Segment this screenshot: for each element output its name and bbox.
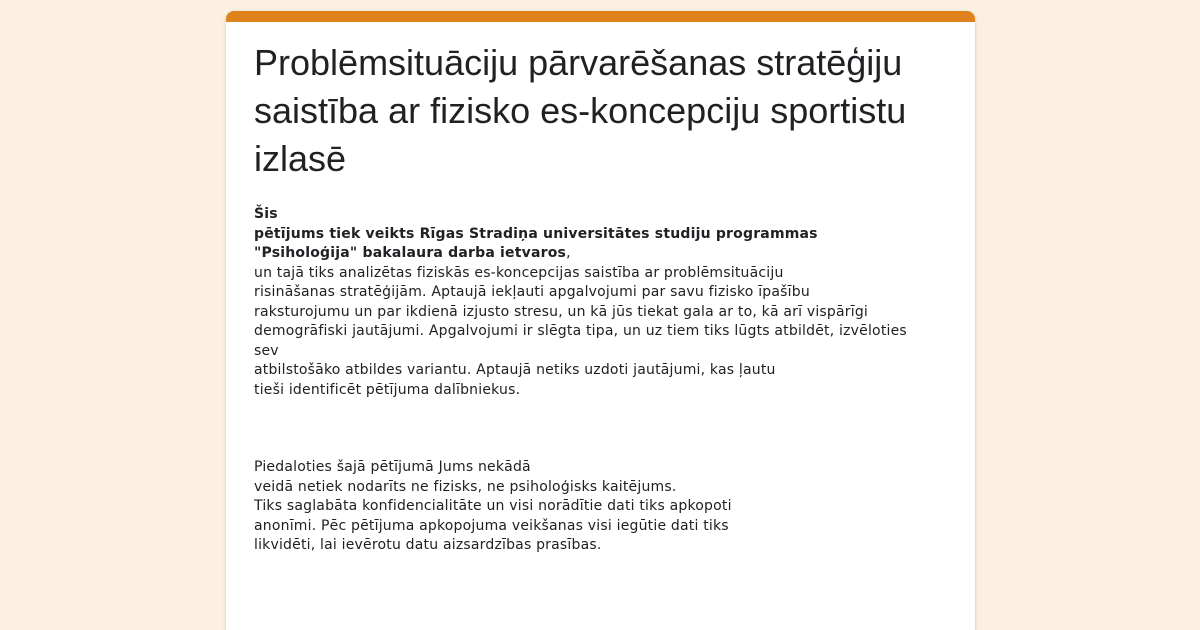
description-line <box>254 244 944 264</box>
description-line: sev <box>254 342 279 359</box>
description-line: Piedaloties šajā pētījumā Jums nekādā <box>254 459 531 475</box>
form-header-card <box>226 11 975 630</box>
description-comma: , <box>566 245 571 261</box>
description-line: risināšanas stratēģijām. Aptaujā iekļauti apgalvojumi par savu fizisko īpašību <box>254 284 810 300</box>
description-line: un tajā tiks analizētas fiziskās es-koncepcijas saistība ar problēmsituāciju <box>254 264 784 281</box>
description-line: anonīmi. Pēc pētījuma apkopojuma veikšanas visi iegūtie dati tiks <box>254 517 729 534</box>
form-title-line: saistība ar fizisko es-koncepciju sportistu <box>254 90 907 131</box>
form-description <box>254 205 944 556</box>
form-title-line: izlasē <box>254 138 347 179</box>
paragraph-spacer <box>254 400 944 458</box>
description-line: raksturojumu un par ikdienā izjusto stresu, un kā jūs tiekat gala ar to, kā arī vispārīgi <box>254 303 869 320</box>
description-line: tieši identificēt pētījuma dalībniekus. <box>254 381 521 398</box>
description-line: veidā netiek nodarīts ne fizisks, ne psiholoģisks kaitējums. <box>254 478 677 495</box>
form-header-content <box>254 39 944 556</box>
description-line: demogrāfiski jautājumi. Apgalvojumi ir slēgta tipa, un uz tiem tiks lūgts atbildēt, izvēloties <box>254 323 907 339</box>
description-line: Šis <box>254 206 278 222</box>
description-bold-text: "Psiholoģija" bakalaura darba ietvaros <box>254 245 567 261</box>
form-title <box>254 39 944 183</box>
description-line: Tiks saglabāta konfidencialitāte un visi norādītie dati tiks apkopoti <box>254 498 732 514</box>
description-line: atbilstošāko atbildes variantu. Aptaujā netiks uzdoti jautājumi, kas ļautu <box>254 362 776 378</box>
form-title-line: Problēmsituāciju pārvarēšanas stratēģiju <box>254 42 903 83</box>
description-line: pētījums tiek veikts Rīgas Stradiņa universitātes studiju programmas <box>254 225 818 242</box>
description-line: likvidēti, lai ievērotu datu aizsardzības prasības. <box>254 537 602 553</box>
accent-bar <box>226 11 975 22</box>
